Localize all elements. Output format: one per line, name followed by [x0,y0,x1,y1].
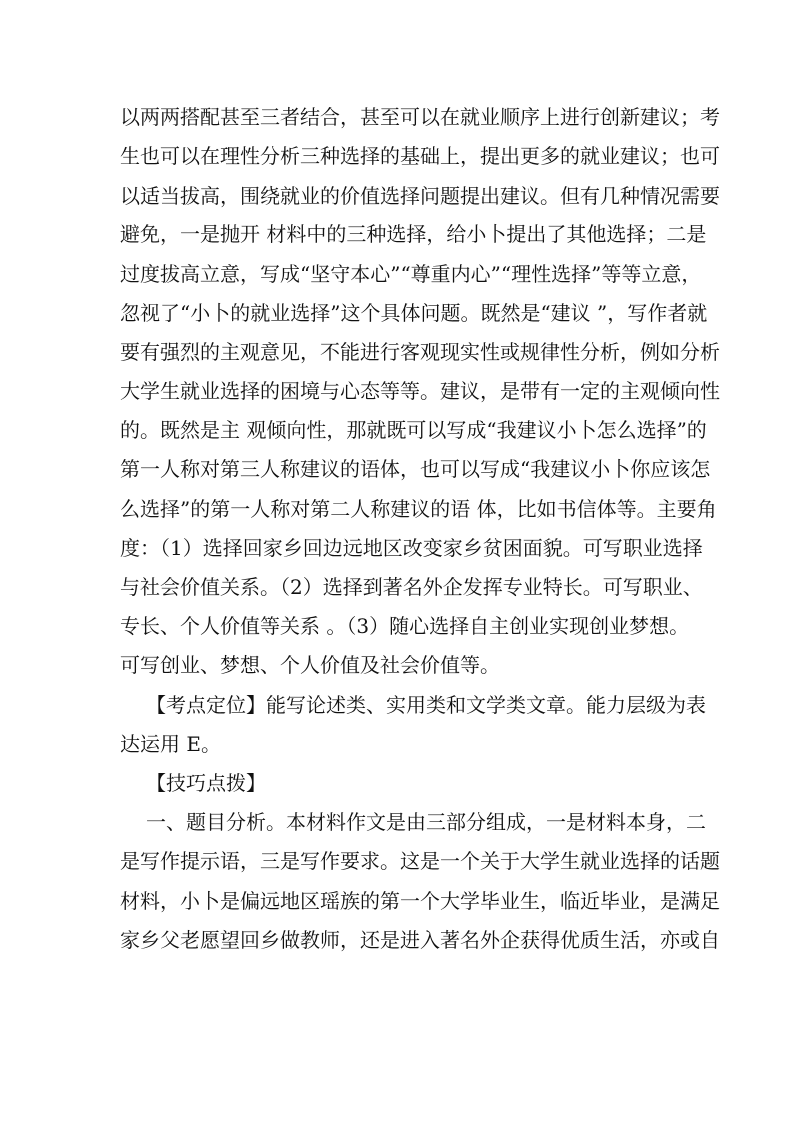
text-line: 以适当拔高，围绕就业的价值选择问题提出建议。但有几种情况需要 [120,184,720,208]
text-line: 【考点定位】能写论述类、实用类和文学类文章。能力层级为表 [146,693,706,717]
text-line: 是写作提示语，三是写作要求。这是一个关于大学生就业选择的话题 [120,849,720,873]
text-line: 的。既然是主 观倾向性，那就既可以写成“我建议小卜怎么选择”的 [120,418,707,442]
text-line: 第一人称对第三人称建议的语体，也可以写成“我建议小卜你应该怎 [120,457,711,481]
text-line: 忽视了“小卜的就业选择”这个具体问题。既然是“建议 ”，写作者就 [120,301,708,325]
text-line: 一、题目分析。本材料作文是由三部分组成，一是材料本身，二 [146,810,706,834]
text-line: 大学生就业选择的困境与心态等等。建议，是带有一定的主观倾向性 [120,379,720,403]
text-line: 专长、个人价值等关系 。（3）随心选择自主创业实现创业梦想。 [120,614,690,638]
text-line: 度：（1）选择回家乡回边远地区改变家乡贫困面貌。可写职业选择 [120,536,703,560]
text-line: 【技巧点拨】 [146,771,266,795]
text-line: 与社会价值关系。（2）选择到著名外企发挥专业特长。可写职业、 [120,575,703,599]
text-line: 家乡父老愿望回乡做教师，还是进入著名外企获得优质生活，亦或自 [120,928,720,952]
text-line: 要有强烈的主观意见，不能进行客观现实性或规律性分析，例如分析 [120,340,720,364]
text-line: 生也可以在理性分析三种选择的基础上，提出更多的就业建议；也可 [120,144,720,168]
text-line: 么选择”的第一人称对第二人称建议的语 体，比如书信体等。主要角 [120,497,717,521]
text-line: 材料，小卜是偏远地区瑶族的第一个大学毕业生，临近毕业，是满足 [120,889,720,913]
text-line: 可写创业、梦想、个人价值及社会价值等。 [120,653,500,677]
text-line: 避免，一是抛开 材料中的三种选择，给小卜提出了其他选择；二是 [120,222,707,246]
text-line: 以两两搭配甚至三者结合，甚至可以在就业顺序上进行创新建议；考 [120,105,720,129]
text-line: 过度拔高立意，写成“坚守本心”“尊重内心”“理性选择”等等立意， [120,262,702,286]
text-line: 达运用 E。 [120,732,221,756]
